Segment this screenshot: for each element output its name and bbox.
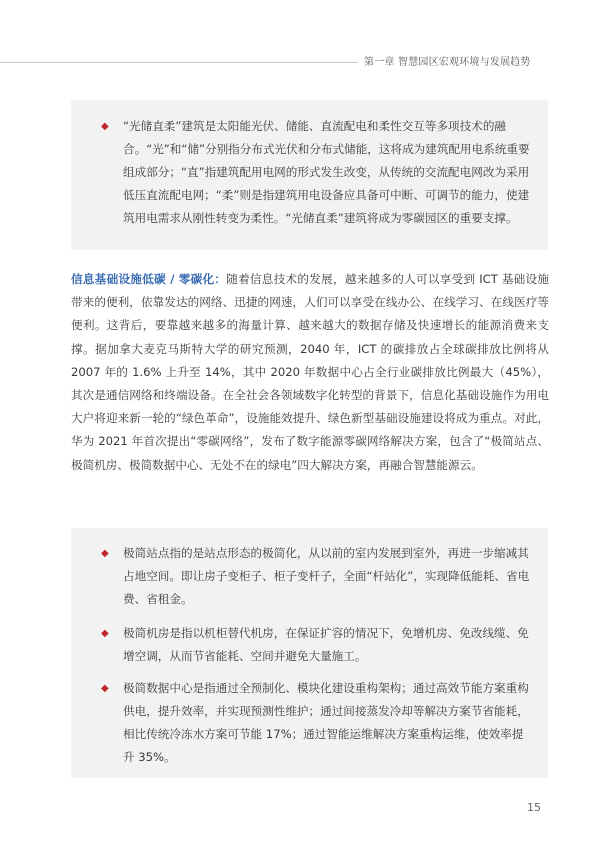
paragraph-text: 随着信息技术的发展，越来越多的人可以享受到 ICT 基础设施带来的便利，依靠发达的网络、迅捷的网速，人们可以享受在线办公、在线学习、在线医疗等便利。这背后，要靠越来越多的海量计算、越来越大的数据存储及快速增长的能源消费来支撑。据加拿大麦克马斯特大学的研究预测，2040 年，ICT 的碳排放占全球碳排放比例将从 2007 年的 1.6% 上升至 14%，其中 2020 年数据中心占全行业碳排放比例最大（45%），其次是通信网络和终端设备。在全社会各领域数字化转型的背景下，信息化基础设施作为用电大户将迎来新一轮的“绿色革命”，设施能效提升、绿色新型基础设施建设将成为重点。对此，华为 2021 年首次提出“零碳网络”，发布了数字能源零碳网络解决方案，包含了“极简站点、极简机房、极简数据中心、无处不在的绿电”四大解决方案，再融合智慧能源云。 — [71, 272, 549, 472]
bullet-text: 极简机房是指以机柜替代机房，在保证扩容的情况下，免增机房、免改线缆、免增空调，从而节省能耗、空间并避免大量施工。 — [123, 626, 529, 663]
diamond-bullet-icon: ◆ — [101, 683, 109, 694]
diamond-bullet-icon: ◆ — [101, 628, 109, 639]
header-rule — [0, 62, 358, 63]
main-paragraph — [71, 268, 549, 477]
bullet-item — [101, 542, 535, 611]
bullet-item — [101, 115, 535, 230]
bullet-item — [101, 622, 535, 668]
diamond-bullet-icon: ◆ — [101, 121, 109, 132]
chapter-title: 第一章 智慧园区宏观环境与发展趋势 — [364, 57, 531, 68]
bullet-text: 极简数据中心是指通过全预制化、模块化建设重构架构；通过高效节能方案重构供电，提升效率，并实现预测性维护；通过间接蒸发冷却等解决方案节省能耗，相比传统冷冻水方案可节能 17%；通过智能运维解决方案重构运维，使效率提升 35%。 — [123, 681, 529, 764]
bullet-text: 极简站点指的是站点形态的极简化，从以前的室内发展到室外，再进一步缩减其占地空间。即让房子变柜子、柜子变杆子，全面“杆站化”，实现降低能耗、省电费、省租金。 — [123, 546, 530, 606]
bullet-text: “光储直柔”建筑是太阳能光伏、储能、直流配电和柔性交互等多项技术的融合。“光”和“储”分别指分布式光伏和分布式储能，这将成为建筑配用电系统重要组成部分；“直”指建筑配用电网的形式发生改变，从传统的交流配电网改为采用低压直流配电网；“柔”则是指建筑用电设备应具备可中断、可调节的能力，使建筑用电需求从刚性转变为柔性。“光储直柔”建筑将成为零碳园区的重要支撑。 — [123, 119, 530, 225]
page-number: 15 — [527, 801, 541, 814]
diamond-bullet-icon: ◆ — [101, 548, 109, 559]
bullet-item — [101, 677, 535, 769]
callout-box-guangchu — [71, 100, 548, 250]
section-heading: 信息基础设施低碳 / 零碳化： — [71, 272, 227, 286]
callout-box-minimal — [71, 528, 548, 778]
